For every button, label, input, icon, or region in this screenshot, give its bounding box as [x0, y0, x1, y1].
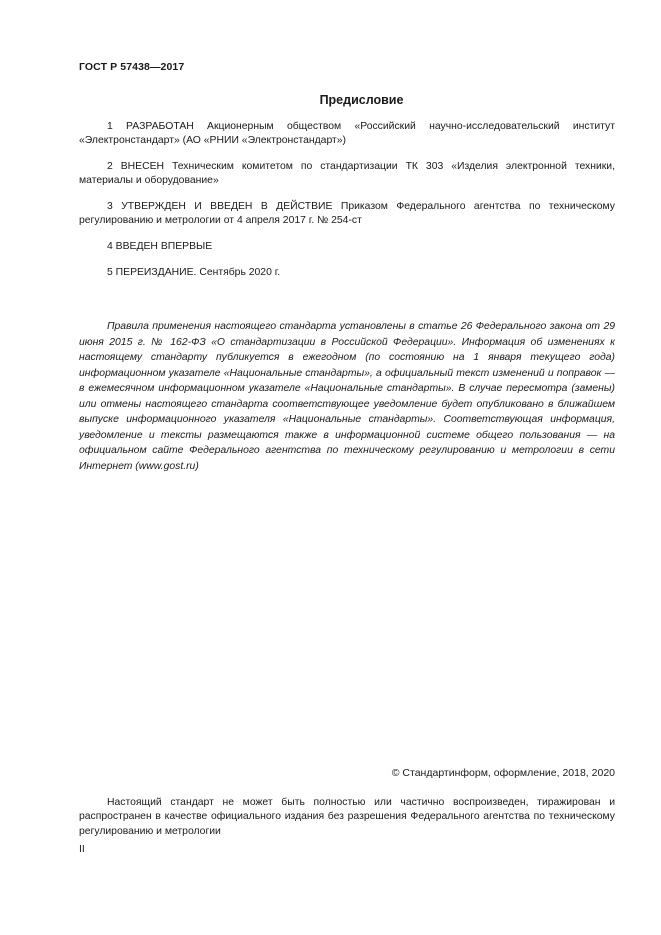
- page-number: II: [79, 843, 85, 855]
- foreword-item-reissue: 5 ПЕРЕИЗДАНИЕ. Сентябрь 2020 г.: [107, 267, 281, 278]
- foreword-item-introduced: 2 ВНЕСЕН Техническим комитетом по стандартизации ТК 303 «Изделия электронной техники, материалы и оборудование»: [79, 161, 615, 187]
- rules-of-application-note: Правила применения настоящего стандарта установлены в статье 26 Федерального закона от 29 июня 2015 г. № 162-ФЗ «О стандартизации в Российской Федерации». Информация об изменениях к настоящему стандарту публикуется в ежегодном (по состоянию на 1 января текущего года) информационном указателе «Национальные стандарты», а официальный текст изменений и поправок — в ежемесячном информационном указателе «Национальные стандарты». В случае пересмотра (замены) или отмены настоящего стандарта соответствующее уведомление будет опубликовано в ближайшем выпуске информационного указателя «Национальные стандарты». Соответствующая информация, уведомление и тексты размещаются также в информационной системе общего пользования — на официальном сайте Федерального агентства по техническому регулированию и метрологии в сети Интернет (www.gost.ru): [79, 321, 615, 472]
- reproduction-notice: Настоящий стандарт не может быть полностью или частично воспроизведен, тиражирован и распространен в качестве официального издания без разрешения Федерального агентства по техническому регулированию и метрологии: [79, 797, 615, 837]
- copyright-line: © Стандартинформ, оформление, 2018, 2020: [391, 767, 615, 779]
- document-code: ГОСТ Р 57438—2017: [79, 61, 185, 73]
- foreword-item-approved: 3 УТВЕРЖДЕН И ВВЕДЕН В ДЕЙСТВИЕ Приказом Федерального агентства по техническому регулированию и метрологии от 4 апреля 2017 г. № 254-ст: [79, 201, 615, 227]
- foreword-item-first-introduced: 4 ВВЕДЕН ВПЕРВЫЕ: [107, 241, 213, 252]
- foreword-item-developed: 1 РАЗРАБОТАН Акционерным обществом «Российский научно-исследовательский институт «Электронстандарт» (АО «РНИИ «Электронстандарт»): [79, 121, 615, 147]
- foreword-title: Предисловие: [319, 93, 404, 107]
